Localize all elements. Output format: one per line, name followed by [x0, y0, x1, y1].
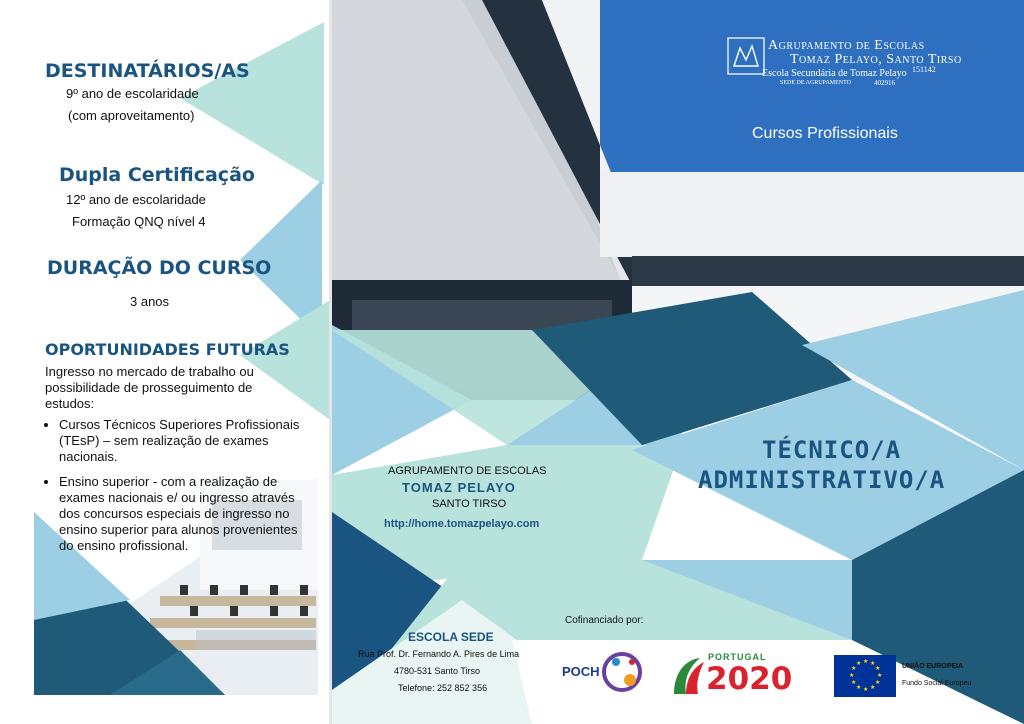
svg-text:★: ★ — [851, 665, 857, 672]
svg-text:★: ★ — [856, 660, 862, 667]
logo-line1: Agrupamento de Escolas — [768, 38, 925, 53]
sede-address2: 4780-531 Santo Tirso — [394, 666, 481, 676]
left-panel — [0, 0, 330, 724]
year-2020-text: 2020 — [706, 661, 793, 697]
oportunidades-heading: OPORTUNIDADES FUTURAS — [45, 340, 290, 359]
course-title-line1: TÉCNICO/A — [762, 436, 902, 464]
list-item: • Cursos Técnicos Superiores Profissionais (TEsP) – sem realização de exames nacionais. — [59, 417, 309, 465]
svg-text:★: ★ — [863, 686, 869, 693]
svg-text:★: ★ — [849, 672, 855, 679]
school-crest-icon — [726, 36, 766, 76]
poch-logo-icon — [560, 650, 644, 696]
dupla-line2: Formação QNQ nível 4 — [72, 214, 206, 229]
sede-phone: Telefone: 252 852 356 — [398, 683, 488, 693]
logo-code1: 151142 — [912, 65, 936, 74]
school-line3: SANTO TIRSO — [432, 498, 507, 510]
destinatarios-heading: DESTINATÁRIOS/AS — [45, 60, 250, 82]
logo-line4: SEDE DE AGRUPAMENTO — [780, 80, 852, 86]
list-item: • Ensino superior - com a realização de exames nacionais e/ ou ingresso através dos concursos especiais de ingresso no ensino superior para alunos provenientes do ensino profissional. — [59, 474, 309, 554]
eu-flag-icon — [834, 655, 896, 697]
destinatarios-line2: (com aproveitamento) — [68, 108, 195, 123]
svg-text:★: ★ — [863, 658, 869, 665]
portugal-text: PORTUGAL — [708, 652, 767, 662]
cursos-profissionais-subtitle: Cursos Profissionais — [752, 125, 898, 142]
dupla-certificacao-heading: Dupla Certificação — [59, 164, 255, 186]
eu-line1: UNIÃO EUROPEIA — [902, 663, 964, 670]
duracao-heading: DURAÇÃO DO CURSO — [47, 257, 272, 279]
poch-text: POCH — [562, 664, 600, 679]
oportunidades-list — [45, 417, 309, 563]
cofinanciado-label: Cofinanciado por: — [565, 615, 644, 626]
dupla-line1: 12º ano de escolaridade — [66, 192, 206, 207]
svg-text:★: ★ — [851, 679, 857, 686]
logo-line3: Escola Secundária de Tomaz Pelayo — [762, 68, 907, 79]
svg-text:★: ★ — [877, 672, 883, 679]
logo-code2: 402916 — [874, 79, 895, 87]
duracao-line1: 3 anos — [130, 294, 170, 309]
sede-address1: Rua Prof. Dr. Fernando A. Pires de Lima — [358, 649, 520, 659]
geometric-overlay — [332, 0, 1024, 724]
oportunidades-intro: Ingresso no mercado de trabalho ou possibilidade de prosseguimento de estudos: — [45, 364, 254, 411]
school-line1: AGRUPAMENTO DE ESCOLAS — [388, 465, 547, 477]
eu-line2: Fundo Social Europeu — [902, 680, 972, 687]
logo-line2: Tomaz Pelayo, Santo Tirso — [790, 52, 962, 67]
portugal-2020-logo-icon — [670, 652, 810, 700]
svg-text:★: ★ — [870, 660, 876, 667]
destinatarios-line1: 9º ano de escolaridade — [66, 86, 199, 101]
school-url-link[interactable]: http://home.tomazpelayo.com — [384, 518, 540, 530]
right-panel — [332, 0, 1024, 724]
school-line2: TOMAZ PELAYO — [402, 480, 516, 495]
svg-text:★: ★ — [856, 684, 862, 691]
svg-text:★: ★ — [875, 665, 881, 672]
svg-text:★: ★ — [870, 684, 876, 691]
course-title-line2: ADMINISTRATIVO/A — [698, 466, 946, 494]
escola-sede-title: ESCOLA SEDE — [408, 630, 494, 644]
svg-text:★: ★ — [875, 679, 881, 686]
